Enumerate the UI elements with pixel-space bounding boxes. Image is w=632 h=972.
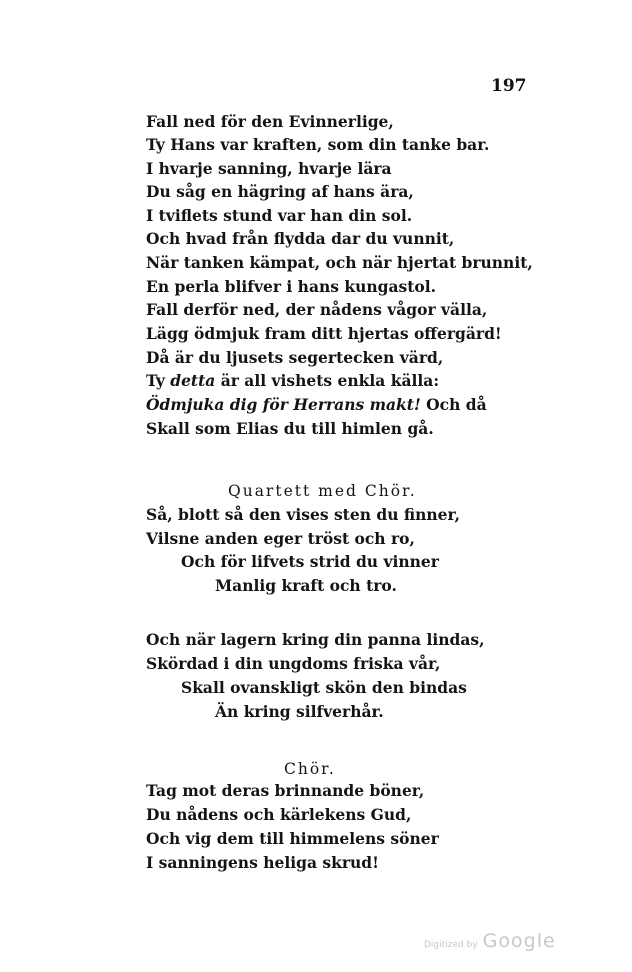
verse-line-odmjuka xyxy=(146,397,487,413)
verse-line: Tag mot deras brinnande böner, xyxy=(146,781,425,800)
verse-line: Och för lifvets strid du vinner xyxy=(181,552,439,571)
verse-line: Och när lagern kring din panna lindas, xyxy=(146,630,485,649)
verse-line: Och vig dem till himmelens söner xyxy=(146,829,439,848)
verse-line: Lägg ödmjuk fram ditt hjertas offergärd! xyxy=(146,324,502,343)
verse-line: Fall ned för den Evinnerlige, xyxy=(146,112,394,131)
page-number: 197 xyxy=(491,76,527,96)
verse-line: Du såg en hägring af hans ära, xyxy=(146,182,414,201)
detta-pre: Ty xyxy=(146,371,171,390)
digitized-watermark xyxy=(424,930,556,952)
verse-line: Manlig kraft och tro. xyxy=(215,576,397,595)
verse-line: Ty Hans var kraften, som din tanke bar. xyxy=(146,135,490,154)
verse-line: En perla blifver i hans kungastol. xyxy=(146,277,437,296)
verse-line: I sanningens heliga skrud! xyxy=(146,853,379,872)
verse-line: Skall som Elias du till himlen gå. xyxy=(146,419,434,438)
detta-italic: detta xyxy=(170,371,216,390)
watermark-brand: Google xyxy=(482,930,556,952)
odmjuka-italic: Ödmjuka dig för Herrans makt! xyxy=(146,395,421,414)
verse-line: Du nådens och kärlekens Gud, xyxy=(146,805,412,824)
verse-line: Och hvad från flydda dar du vunnit, xyxy=(146,229,455,248)
odmjuka-post: Och då xyxy=(420,395,487,414)
detta-post: är all vishets enkla källa: xyxy=(215,371,440,390)
verse-line: I hvarje sanning, hvarje lära xyxy=(146,159,392,178)
verse-line: Än kring silfverhår. xyxy=(215,702,384,721)
verse-line: Så, blott så den vises sten du finner, xyxy=(146,505,460,524)
verse-line: När tanken kämpat, och när hjertat brunnit, xyxy=(146,253,533,272)
verse-line: Skall ovanskligt skön den bindas xyxy=(181,678,467,697)
section-heading-quartett: Quartett med Chör. xyxy=(228,482,417,500)
verse-line: Vilsne anden eger tröst och ro, xyxy=(146,529,415,548)
verse-line: I tviflets stund var han din sol. xyxy=(146,206,413,225)
watermark-prefix: Digitized by xyxy=(424,940,478,950)
verse-line-detta xyxy=(146,373,439,389)
verse-line: Skördad i din ungdoms friska vår, xyxy=(146,654,441,673)
section-heading-chor: Chör. xyxy=(284,760,336,778)
verse-line: Fall derför ned, der nådens vågor välla, xyxy=(146,300,488,319)
verse-line: Då är du ljusets segertecken värd, xyxy=(146,348,444,367)
